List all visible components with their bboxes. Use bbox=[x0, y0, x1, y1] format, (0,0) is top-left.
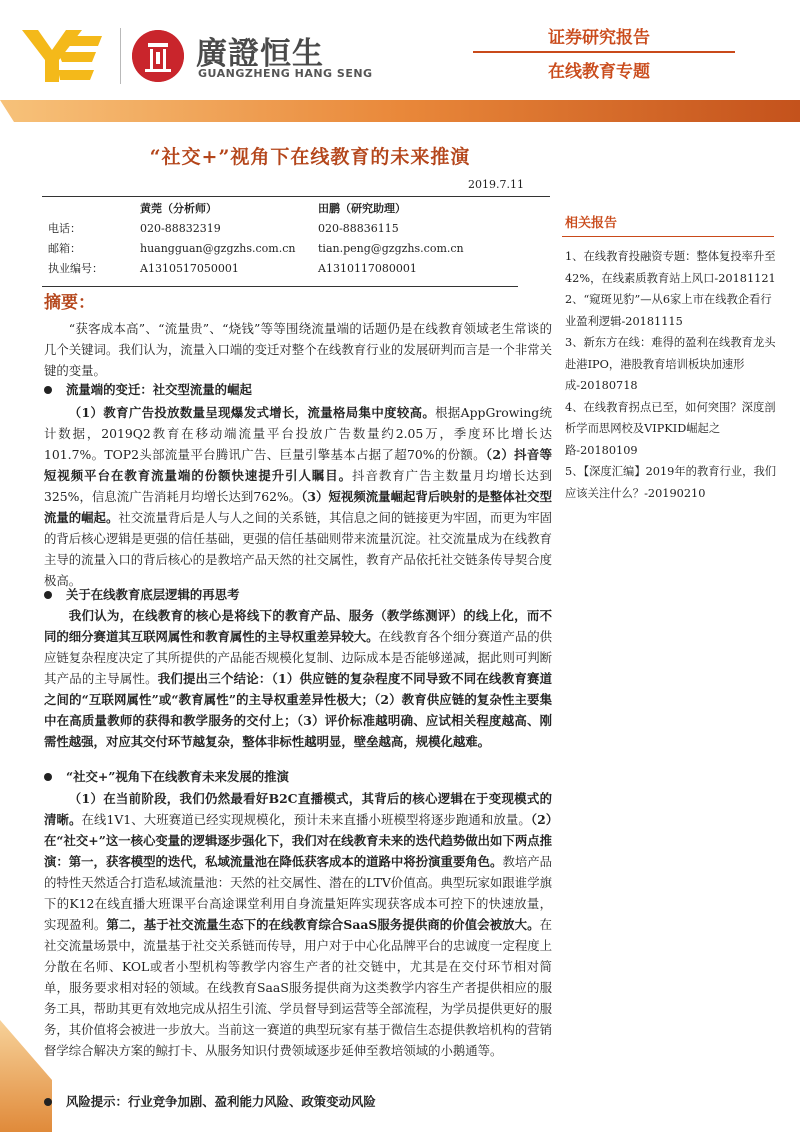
section-1-body: （1）教育广告投放数量呈现爆发式增长，流量格局集中度较高。根据AppGrowing统计数据，2019Q2教育在移动端流量平台投放广告数量约2.05万，季度环比增长达101.7%。TOP2头部流量平台腾讯广告、巨量引擎基本占据了超70%的份额。（2）抖音等短视频平台在教育流量端的份额快速提升引人瞩目。抖音教育广告主数量月均增长达到325%，信息流广告消耗月均增长达到762%。（3）短视频流量崛起背后映射的是整体社交型流量的崛起。社交流量背后是人与人之间的关系链，其信息之间的链接更为牢固，而更为牢固的背后核心逻辑是更强的信任基础，更强的信任基础则带来流量沉淀。社交流量成为在线教育主导的流量入口的背后核心的是教培产品天然的社交属性，教育产品依托社交链条传导契合度极高。 bbox=[44, 405, 553, 588]
analyst-email[interactable]: huangguan@gzgzhs.com.cn bbox=[140, 241, 296, 255]
related-report-item[interactable]: 3、新东方在线：难得的盈利在线教育龙头赴港IPO，港股教育培训板块加速形成-20180718 bbox=[565, 336, 776, 392]
bullet-icon bbox=[44, 386, 52, 394]
section-2-heading: 关于在线教育底层逻辑的再思考 bbox=[44, 585, 239, 603]
info-rule bbox=[42, 286, 518, 287]
report-topic: 在线教育专题 bbox=[548, 62, 650, 82]
analyst-license: A1310517050001 bbox=[140, 261, 239, 275]
header-band bbox=[0, 100, 800, 122]
related-reports-heading: 相关报告 bbox=[565, 216, 618, 231]
author-info-table bbox=[48, 198, 518, 278]
report-type: 证券研究报告 bbox=[548, 28, 650, 48]
related-report-item[interactable]: 1、在线教育投融资专题：整体复投率升至42%，在线素质教育站上风口-20181121 bbox=[565, 250, 776, 285]
email-label: 邮箱： bbox=[48, 242, 81, 255]
license-label: 执业编号： bbox=[48, 262, 103, 275]
related-report-item[interactable]: 4、在线教育拐点已至，如何突围？深度剖析学而思网校及VIPKID崛起之路-20180109 bbox=[565, 400, 776, 457]
assistant-email[interactable]: tian.peng@gzgzhs.com.cn bbox=[318, 241, 464, 255]
report-date: 2019.7.11 bbox=[468, 178, 524, 191]
section-2-body: 我们认为，在线教育的核心是将线下的教育产品、服务（教学练测评）的线上化，而不同的细分赛道其互联网属性和教育属性的主导权重差异较大。在线教育各个细分赛道产品的供应链复杂程度决定了其所提供的产品能否规模化复制、边际成本是否能够递减，据此则可判断其产品的主导属性。我们提出三个结论：（1）供应链的复杂程度不同导致不同在线教育赛道之间的“互联网属性”或“教育属性”的主导权重差异性极大；（2）教育供应链的复杂性主要集中在高质量教师的获得和教学服务的交付上；（3）评价标准越明确、应试相关程度越高、刚需性越强，对应其交付环节越复杂，整体非标性越明显，壁垒越高，规模化越难。 bbox=[44, 608, 553, 749]
assistant-license: A1310117080001 bbox=[318, 261, 417, 275]
header-rule bbox=[473, 51, 735, 53]
related-report-item[interactable]: 5、【深度汇编】2019年的教育行业，我们应该关注什么？-20190210 bbox=[565, 465, 777, 500]
logo-divider bbox=[120, 28, 121, 84]
section-1-heading: 流量端的变迁：社交型流量的崛起 bbox=[44, 380, 252, 398]
bullet-icon bbox=[44, 1098, 52, 1106]
section-3-heading: “社交+”视角下在线教育未来发展的推演 bbox=[44, 767, 289, 785]
analyst-name: 黄莞（分析师） bbox=[140, 202, 217, 215]
author-names-row bbox=[48, 198, 518, 218]
assistant-phone: 020-88836115 bbox=[318, 221, 399, 235]
related-report-item[interactable]: 2、“窥斑见豹”—从6家上市在线教企看行业盈利逻辑-20181115 bbox=[565, 293, 772, 328]
license-row bbox=[48, 258, 518, 278]
bullet-icon bbox=[44, 591, 52, 599]
abstract-heading: 摘要： bbox=[44, 293, 95, 313]
ye-logo-icon bbox=[22, 30, 102, 82]
brand-name-en: GUANGZHENG HANG SENG bbox=[198, 67, 373, 80]
section-3-body: （1）在当前阶段，我们仍然最看好B2C直播模式，其背后的核心逻辑在于变现模式的清晰。在线1V1、大班赛道已经实现规模化，预计未来直播小班模型将逐步跑通和放量。（2）在“社交+”这一核心变量的逻辑逐步强化下，我们对在线教育未来的迭代趋势做出如下两点推演：第一，获客模型的迭代，私域流量池在降低获客成本的道路中将扮演重要角色。教培产品的特性天然适合打造私域流量池：天然的社交属性、潜在的LTV价值高。典型玩家如跟谁学旗下的K12在线直播大班课平台高途课堂利用自身流量矩阵实现获客成本可控下的快速放量，实现盈利。第二，基于社交流量生态下的在线教育综合SaaS服务提供商的价值会被放大。在社交流量场景中，流量基于社交关系链而传导，用户对于中心化品牌平台的忠诚度一定程度上分散在名师、KOL或者小型机构等教学内容生产者的社交链中，尤其是在交付环节相对简单，服务要求相对轻的领域。在线教育SaaS服务提供商为这类教学内容生产者提供相应的服务工具，帮助其更有效地完成从招生引流、学员督导到运营等全部流程，为学员提供更好的服务，其价值将会被进一步放大。当前这一赛道的典型玩家有基于微信生态提供教培机构的营销督学综合解决方案的鲸打卡、从服务知识付费领域逐步延伸至教培领域的小鹅通等。 bbox=[44, 791, 553, 1058]
brand-name-cn: 廣證恒生 bbox=[196, 36, 324, 72]
phone-row bbox=[48, 218, 518, 238]
phone-label: 电话： bbox=[48, 222, 81, 235]
risk-heading: 风险提示：行业竞争加剧、盈利能力风险、政策变动风险 bbox=[44, 1092, 376, 1110]
abstract-intro: “获客成本高”、“流量贵”、“烧钱”等等围绕流量端的话题仍是在线教育领域老生常谈的几个关键词。我们认为，流量入口端的变迁对整个在线教育行业的发展研判而言是一个非常关键的变量。 bbox=[44, 321, 553, 378]
title-rule bbox=[42, 196, 550, 197]
bullet-icon bbox=[44, 773, 52, 781]
analyst-phone: 020-88832319 bbox=[140, 221, 221, 235]
brand-seal-icon bbox=[132, 30, 184, 82]
related-reports-rule bbox=[562, 236, 774, 237]
assistant-name: 田鹏（研究助理） bbox=[318, 202, 406, 215]
related-reports-list bbox=[565, 246, 777, 504]
email-row bbox=[48, 238, 518, 258]
report-title: “社交+”视角下在线教育的未来推演 bbox=[149, 146, 471, 168]
